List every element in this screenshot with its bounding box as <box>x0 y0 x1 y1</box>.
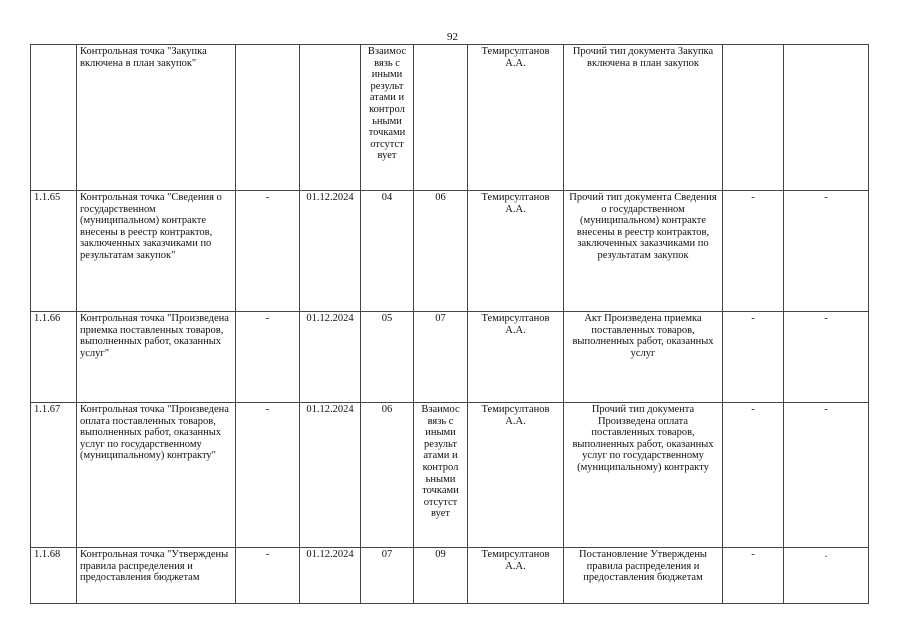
successor-cell: Взаимос вязь с иными результ атами и контрол ьными точками отсутст вует <box>414 403 468 548</box>
extra-cell-9 <box>723 45 784 191</box>
end-date: 01.12.2024 <box>300 403 361 548</box>
document-type: Прочий тип документа Произведена оплата поставленных товаров, выполненных работ, оказанных услуг по государственному (муниципальному) контракту <box>564 403 723 548</box>
successor-cell: 09 <box>414 548 468 604</box>
row-number <box>31 45 77 191</box>
document-type: Акт Произведена приемка поставленных товаров, выполненных работ, оказанных услуг <box>564 312 723 403</box>
responsible-person: Темирсултанов А.А. <box>468 45 564 191</box>
predecessor-cell: 04 <box>361 191 414 312</box>
successor-cell: 07 <box>414 312 468 403</box>
responsible-person: Темирсултанов А.А. <box>468 403 564 548</box>
start-date: - <box>236 312 300 403</box>
responsible-person: Темирсултанов А.А. <box>468 312 564 403</box>
end-date: 01.12.2024 <box>300 312 361 403</box>
document-type: Постановление Утверждены правила распределения и предоставления бюджетам <box>564 548 723 604</box>
start-date: - <box>236 548 300 604</box>
end-date: 01.12.2024 <box>300 548 361 604</box>
predecessor-cell: 05 <box>361 312 414 403</box>
control-points-table <box>30 44 869 604</box>
predecessor-cell: Взаимос вязь с иными результ атами и контрол ьными точками отсутст вует <box>361 45 414 191</box>
successor-cell: 06 <box>414 191 468 312</box>
control-point-name: Контрольная точка "Закупка включена в план закупок" <box>77 45 236 191</box>
extra-cell-9: - <box>723 403 784 548</box>
control-point-name: Контрольная точка "Произведена оплата поставленных товаров, выполненных работ, оказанных услуг по государственному (муниципальному) контракту" <box>77 403 236 548</box>
predecessor-cell: 07 <box>361 548 414 604</box>
control-point-name: Контрольная точка "Произведена приемка поставленных товаров, выполненных работ, оказанных услуг" <box>77 312 236 403</box>
extra-cell-10 <box>784 45 869 191</box>
start-date: - <box>236 191 300 312</box>
row-number: 1.1.67 <box>31 403 77 548</box>
table-row <box>31 191 869 312</box>
page-number: 92 <box>447 31 458 43</box>
row-number: 1.1.66 <box>31 312 77 403</box>
row-number: 1.1.65 <box>31 191 77 312</box>
extra-cell-9: - <box>723 312 784 403</box>
document-type: Прочий тип документа Закупка включена в план закупок <box>564 45 723 191</box>
extra-cell-10: - <box>784 191 869 312</box>
extra-cell-10: . <box>784 548 869 604</box>
table-row <box>31 548 869 604</box>
extra-cell-9: - <box>723 191 784 312</box>
start-date: - <box>236 403 300 548</box>
responsible-person: Темирсултанов А.А. <box>468 191 564 312</box>
predecessor-cell: 06 <box>361 403 414 548</box>
responsible-person: Темирсултанов А.А. <box>468 548 564 604</box>
table-row <box>31 403 869 548</box>
extra-cell-9: - <box>723 548 784 604</box>
successor-cell <box>414 45 468 191</box>
end-date: 01.12.2024 <box>300 191 361 312</box>
table-row <box>31 45 869 191</box>
table-row <box>31 312 869 403</box>
end-date <box>300 45 361 191</box>
start-date <box>236 45 300 191</box>
extra-cell-10: - <box>784 312 869 403</box>
control-point-name: Контрольная точка "Сведения о государственном (муниципальном) контракте внесены в реестр контрактов, заключенных заказчиками по результатам закупок" <box>77 191 236 312</box>
document-type: Прочий тип документа Сведения о государственном (муниципальном) контракте внесены в реестр контрактов, заключенных заказчиками по результатам закупок <box>564 191 723 312</box>
row-number: 1.1.68 <box>31 548 77 604</box>
extra-cell-10: - <box>784 403 869 548</box>
control-point-name: Контрольная точка "Утверждены правила распределения и предоставления бюджетам <box>77 548 236 604</box>
